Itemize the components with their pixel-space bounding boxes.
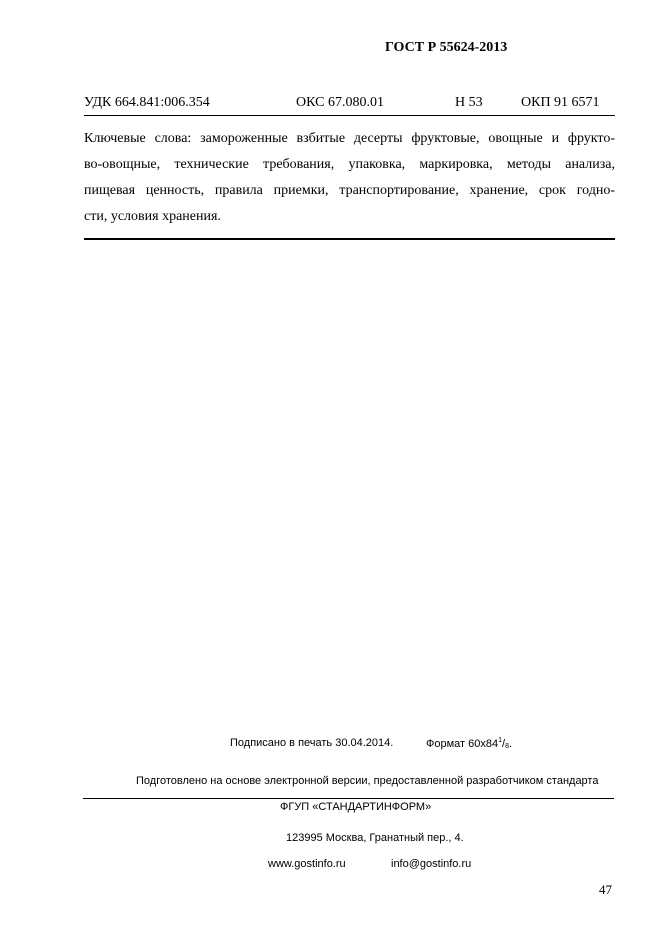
group-code: Н 53 xyxy=(455,95,483,110)
print-format: Формат $60x84^1/_8$. xyxy=(426,737,513,750)
standard-designation: ГОСТ Р 55624-2013 xyxy=(385,40,508,55)
page-number: 47 xyxy=(599,882,612,897)
keywords-line: сти, условия хранения. xyxy=(84,209,221,224)
keywords-paragraph xyxy=(84,126,615,230)
keywords-divider xyxy=(84,238,615,240)
keywords-line: пищевая ценность, правила приемки, транспортирование, хранение, срок годно- xyxy=(84,183,615,198)
top-divider xyxy=(84,115,615,116)
publisher-address: 123995 Москва, Гранатный пер., 4. xyxy=(286,832,464,844)
oks-code: ОКС 67.080.01 xyxy=(296,95,384,110)
imprint-divider xyxy=(83,798,614,799)
signed-to-print: Подписано в печать 30.04.2014. xyxy=(230,737,394,749)
keywords-line: во-овощные, технические требования, упаковка, маркировка, методы анализа, xyxy=(84,157,615,172)
format-text: Формат 60x84 xyxy=(426,738,499,750)
format-suffix: . xyxy=(508,738,513,750)
prepared-note: Подготовлено на основе электронной версии, предоставленной разработчиком стандарта xyxy=(136,775,599,787)
keywords-line: Ключевые слова: замороженные взбитые десерты фруктовые, овощные и фрукто- xyxy=(84,131,615,146)
email-link[interactable]: info@gostinfo.ru xyxy=(391,858,472,870)
udk-code: УДК 664.841:006.354 xyxy=(84,95,210,110)
website-link[interactable]: www.gostinfo.ru xyxy=(268,858,346,870)
okp-code: ОКП 91 6571 xyxy=(521,95,600,110)
format-denominator: 8 xyxy=(505,743,509,750)
publisher-name: ФГУП «СТАНДАРТИНФОРМ» xyxy=(280,801,432,813)
format-numerator: 1 xyxy=(498,737,503,744)
